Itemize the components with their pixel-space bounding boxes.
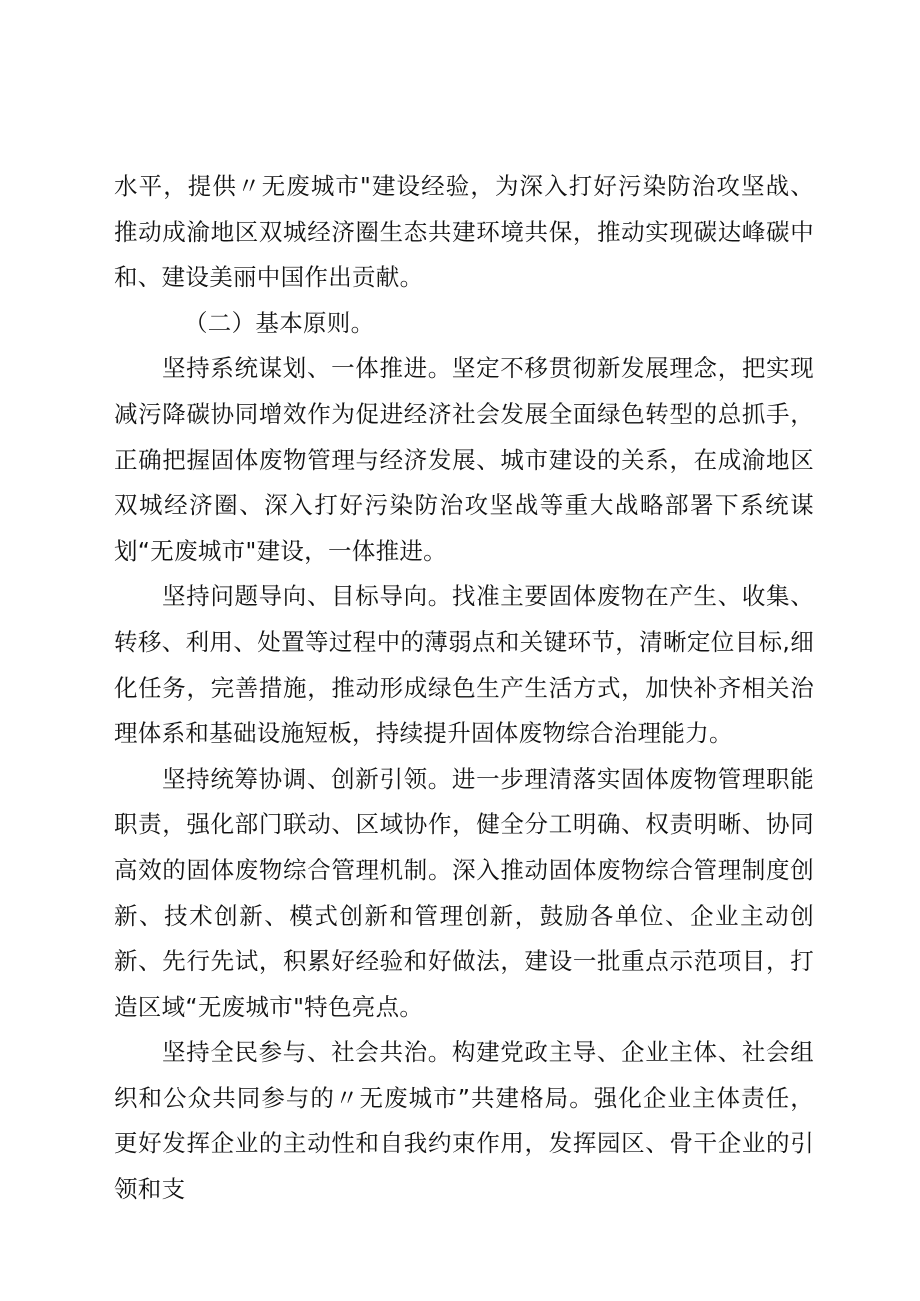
paragraph-public-participation: 坚持全民参与、社会共治。构建党政主导、企业主体、社会组织和公众共同参与的〃无废城市”共建格局。强化企业主体责任，更好发挥企业的主动性和自我约束作用，发挥园区、骨干企业的引领和支 bbox=[114, 1038, 814, 1204]
section-heading-basic-principles: （二）基本原则。 bbox=[184, 308, 375, 337]
paragraph-continuation: 水平，提供〃无废城市"建设经验，为深入打好污染防治攻坚战、推动成渝地区双城经济圈生态共建环境共保，推动实现碳达峰碳中和、建设美丽中国作出贡献。 bbox=[114, 172, 814, 292]
paragraph-coordination-innovation: 坚持统筹协调、创新引领。进一步理清落实固体废物管理职能职责，强化部门联动、区域协作，健全分工明确、权责明晰、协同高效的固体废物综合管理机制。深入推动固体废物综合管理制度创新、技术创新、模式创新和管理创新，鼓励各单位、企业主动创新、先行先试，积累好经验和好做法，建设一批重点示范项目，打造区域“无废城市"特色亮点。 bbox=[114, 764, 814, 1021]
paragraph-systematic-planning: 坚持系统谋划、一体推进。坚定不移贯彻新发展理念，把实现减污降碳协同增效作为促进经济社会发展全面绿色转型的总抓手，正确把握固体废物管理与经济发展、城市建设的关系，在成渝地区双城经济圈、深入打好污染防治攻坚战等重大战略部署下系统谋划“无废城市"建设，一体推进。 bbox=[114, 354, 814, 565]
paragraph-problem-orientation: 坚持问题导向、目标导向。找准主要固体废物在产生、收集、转移、利用、处置等过程中的薄弱点和关键环节，清晰定位目标,细化任务，完善措施，推动形成绿色生产生活方式，加快补齐相关治理体系和基础设施短板，持续提升固体废物综合治理能力。 bbox=[114, 582, 814, 748]
document-body bbox=[114, 164, 814, 1213]
